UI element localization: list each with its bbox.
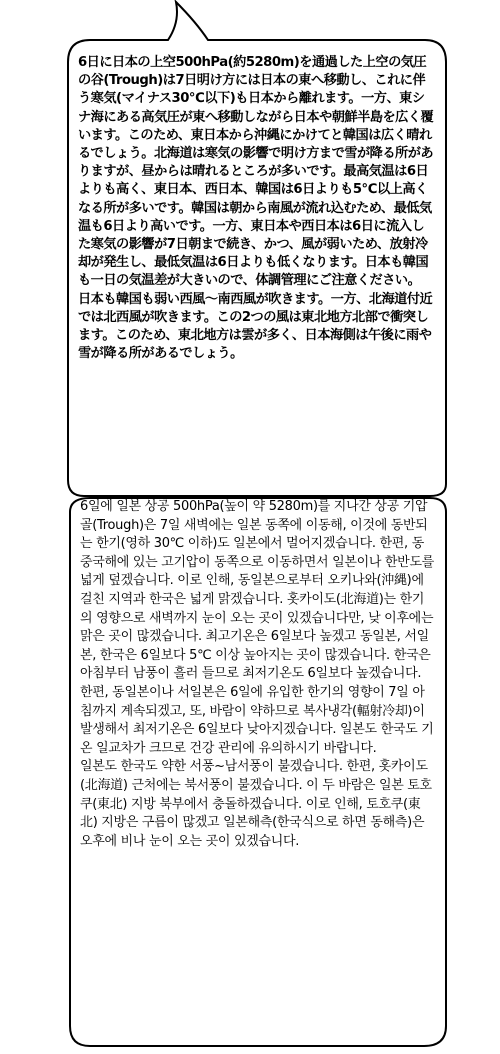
- japanese-paragraph-1: 6日に日本の上空500hPa(約5280m)を通過した上空の気圧の谷(Trough)は7日明け方には日本の東へ移動し、これに伴う寒気(マイナス30℃以下)も日本から離れます。一方、東シナ海にある高気圧が東へ移動しながら日本や朝鮮半島を広く覆います。このため、東日本から沖縄にかけてと韓国は広く晴れるでしょう。北海道は寒気の影響で明け方まで雪が降る所がありますが、昼からは晴れるところが多いです。最高気温は6日よりも高く、東日本、西日本、韓国は6日よりも5℃以上高くなる所が多いです。韓国は朝から南風が流れ込むため、最低気温も6日より高いです。一方、東日本や西日本は6日に流入した寒気の影響が7日朝まで続き、かつ、風が弱いため、放射冷却が発生し、最低気温は6日よりも低くなります。日本も韓国も一日の気温差が大きいので、体調管理にご注意ください。: [78, 55, 434, 289]
- japanese-text-block: [78, 54, 436, 363]
- korean-paragraph-1: 6일에 일본 상공 500hPa(높이 약 5280m)를 지나간 상공 기압골(Trough)은 7일 새벽에는 일본 동쪽에 이동해, 이것에 동반되는 한기(영하 30℃ 이하)도 일본에서 멀어지겠습니다. 한편, 동중국해에 있는 고기압이 동쪽으로 이동하면서 일본이나 한반도를 넓게 덮겠습니다. 이로 인해, 동일본으로부터 오키나와(沖縄)에 걸친 지역과 한국은 넓게 맑겠습니다. 홋카이도(北海道)는 한기의 영향으로 새벽까지 눈이 오는 곳이 있겠습니다만, 낮 이후에는 맑은 곳이 많겠습니다. 최고기온은 6일보다 높겠고 동일본, 서일본, 한국은 6일보다 5℃ 이상 높아지는 곳이 많겠습니다. 한국은 아침부터 남풍이 흘러 들므로 최저기온도 6일보다 높겠습니다. 한편, 동일본이나 서일본은 6일에 유입한 한기의 영향이 7일 아침까지 계속되겠고, 또, 바람이 약하므로 복사냉각(輻射冷却)이 발생해서 최저기온은 6일보다 낮아지겠습니다. 일본도 한국도 기온 일교차가 크므로 건강 관리에 유의하시기 바랍니다.: [80, 499, 434, 756]
- korean-paragraph-2: 일본도 한국도 약한 서풍~남서풍이 불겠습니다. 한편, 홋카이도(北海道) 근처에는 북서풍이 불겠습니다. 이 두 바람은 일본 토호쿠(東北) 지방 북부에서 충돌하겠습니다. 이로 인해, 토호쿠(東北) 지방은 구름이 많겠고 일본해측(한국식으로 하면 동해측)은 오후에 비나 눈이 오는 곳이 있겠습니다.: [80, 759, 432, 849]
- korean-text-block: [80, 498, 436, 851]
- japanese-paragraph-2: 日本も韓国も弱い西風～南西風が吹きます。一方、北海道付近では北西風が吹きます。この2つの風は東北地方北部で衝突します。このため、東北地方は雲が多く、日本海側は午後に雨や雪が降る所があるでしょう。: [78, 291, 433, 362]
